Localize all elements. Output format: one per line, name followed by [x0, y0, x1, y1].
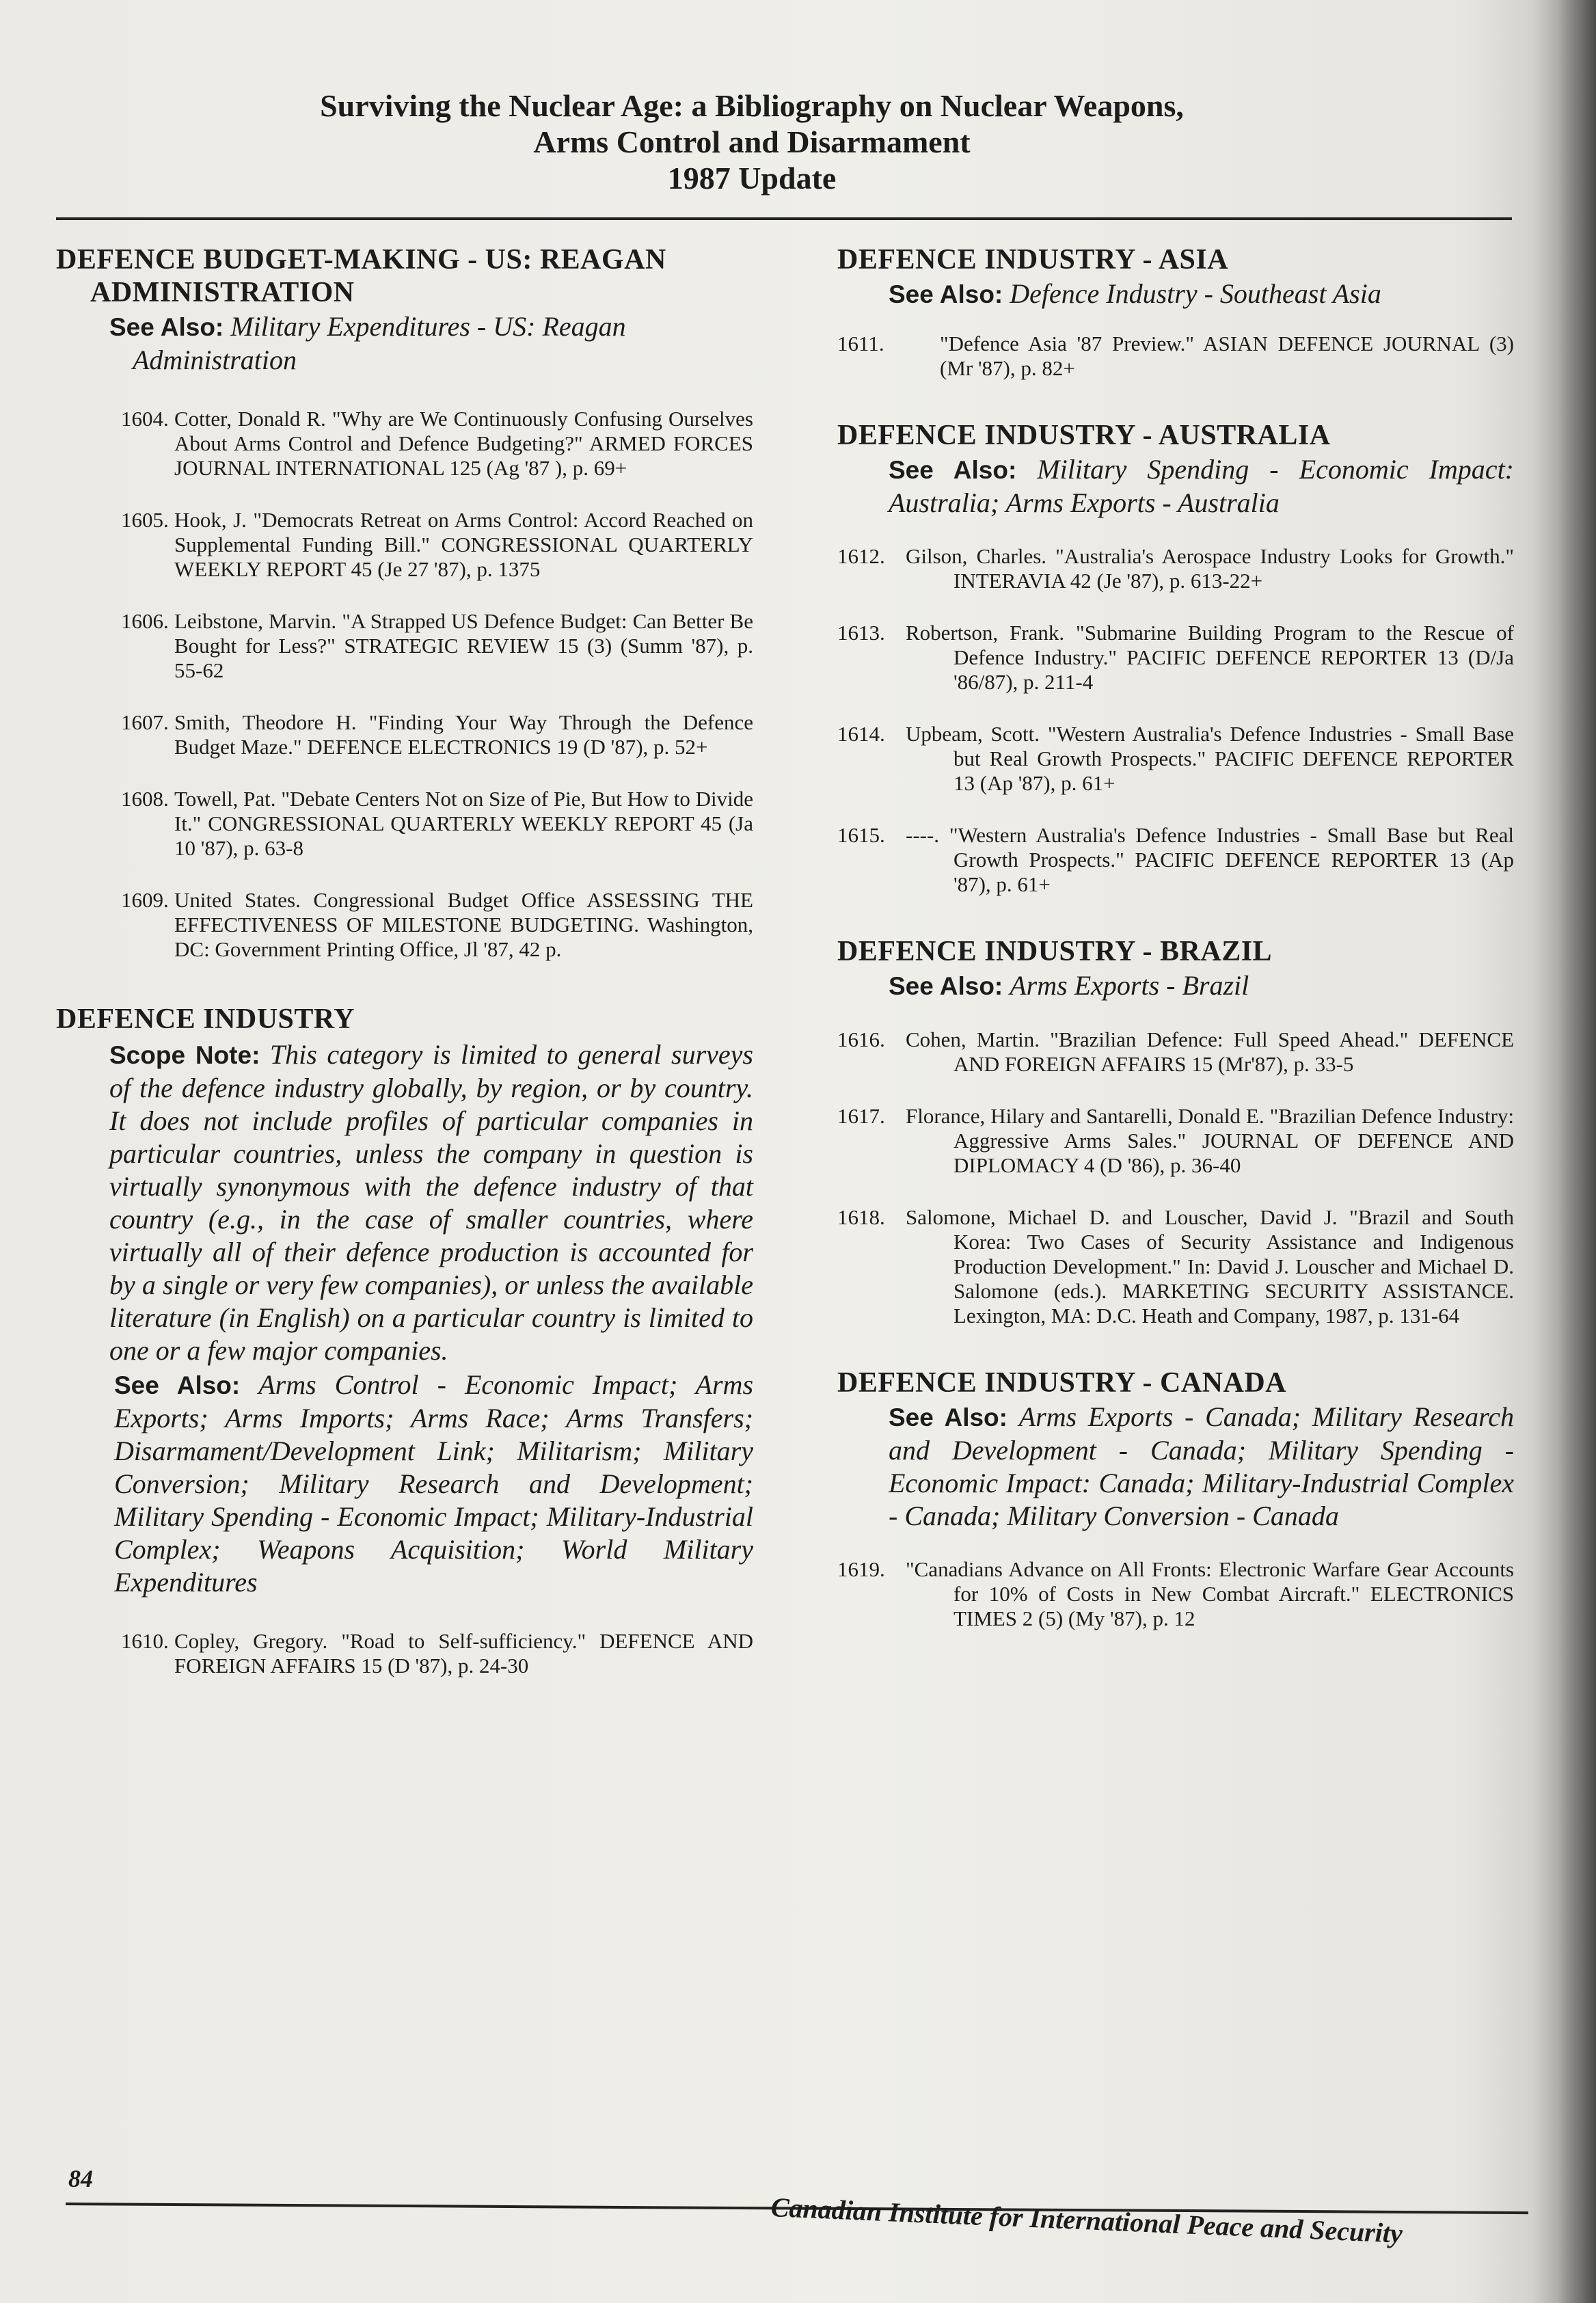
header-title-line-2: Arms Control and Disarmament — [533, 124, 971, 159]
bibliography-entry — [56, 609, 753, 683]
see-also-text: Administration — [133, 345, 297, 375]
see-also-text: Arms Exports - Canada; Military Research and Development - Canada; Military Spending - Economic Impact: Canada; Military-Industrial Complex - Canada; Military Conversion - Canada — [889, 1401, 1514, 1531]
footer-institute: Canadian Institute for International Peace and Security — [770, 2192, 1403, 2249]
see-also-text: Arms Exports - Brazil — [1010, 970, 1249, 1001]
bibliography-entry — [837, 544, 1514, 593]
entry-text: "Canadians Advance on All Fronts: Electronic Warfare Gear Accounts for 10% of Costs in New Combat Aircraft." ELECTRONICS TIMES 2 (5) (My '87), p. 12 — [906, 1557, 1514, 1630]
entry-number: 1608. — [121, 787, 169, 811]
bibliography-entry — [56, 407, 753, 481]
entry-text: "Defence Asia '87 Preview." ASIAN DEFENCE JOURNAL (3) (Mr '87), p. 82+ — [940, 332, 1514, 380]
bibliography-entry — [56, 888, 753, 962]
entry-text: ----. "Western Australia's Defence Industries - Small Base but Real Growth Prospects." PACIFIC DEFENCE REPORTER 13 (Ap '87), p. 61+ — [906, 823, 1514, 896]
see-also-label: See Also: — [889, 1403, 1007, 1431]
entry-number: 1614. — [837, 722, 885, 746]
bibliography-entry — [837, 1205, 1514, 1328]
see-also-label: See Also: — [889, 456, 1017, 484]
entry-text: Robertson, Frank. "Submarine Building Program to the Rescue of Defence Industry." PACIFIC DEFENCE REPORTER 13 (D/Ja '86/87), p. 211-4 — [906, 621, 1514, 694]
page-header — [0, 87, 1504, 196]
entry-text: United States. Congressional Budget Office ASSESSING THE EFFECTIVENESS OF MILESTONE BUDGETING. Washington, DC: Government Printing Office, Jl '87, 42 p. — [174, 888, 753, 961]
bibliography-entry — [837, 1557, 1514, 1631]
scope-note-label: Scope Note: — [109, 1041, 260, 1069]
see-also-label: See Also: — [889, 972, 1003, 1000]
entry-number: 1618. — [837, 1205, 885, 1229]
entry-text: Towell, Pat. "Debate Centers Not on Size of Pie, But How to Divide It." CONGRESSIONAL QUARTERLY WEEKLY REPORT 45 (Ja 10 '87), p. 63-8 — [174, 787, 753, 860]
see-also-text: Arms Control - Economic Impact; Arms Exports; Arms Imports; Arms Race; Arms Transfers; Disarmament/Development Link; Militarism; Military Conversion; Military Research and Development; Military Spending - Economic Impact; Military-Industrial Complex; Weapons Acquisition; World Military Expenditures — [114, 1369, 754, 1598]
heading-line: DEFENCE BUDGET-MAKING - US: REAGAN — [56, 244, 666, 275]
header-title-line-3: 1987 Update — [667, 161, 837, 196]
see-also-budget-making — [56, 310, 753, 377]
entry-text: Upbeam, Scott. "Western Australia's Defence Industries - Small Base but Real Growth Prospects." PACIFIC DEFENCE REPORTER 13 (Ap '87), p. 61+ — [906, 722, 1514, 795]
entry-text: Smith, Theodore H. "Finding Your Way Through the Defence Budget Maze." DEFENCE ELECTRONICS 19 (D '87), p. 52+ — [174, 710, 753, 759]
see-also-label: See Also: — [889, 280, 1003, 308]
entry-number: 1619. — [837, 1557, 885, 1581]
header-divider — [56, 217, 1512, 220]
bibliography-entry — [56, 1629, 753, 1678]
entry-number: 1616. — [837, 1027, 885, 1051]
entry-number: 1604. — [121, 407, 169, 431]
see-also-defence-industry — [56, 1369, 753, 1599]
bibliography-entry — [837, 722, 1514, 796]
bibliography-entry — [837, 823, 1514, 897]
entry-text: Cotter, Donald R. "Why are We Continuously Confusing Ourselves About Arms Control and Defence Budgeting?" ARMED FORCES JOURNAL INTERNATIONAL 125 (Ag '87 ), p. 69+ — [174, 407, 753, 480]
page-number: 84 — [68, 2165, 93, 2192]
see-also-text: Military Expenditures - US: Reagan — [230, 311, 626, 342]
bibliography-entry — [56, 710, 753, 759]
bibliography-entry — [837, 1104, 1514, 1178]
entry-number: 1612. — [837, 544, 885, 568]
section-heading-canada: DEFENCE INDUSTRY - CANADA — [837, 1367, 1286, 1399]
section-heading-brazil: DEFENCE INDUSTRY - BRAZIL — [837, 936, 1273, 967]
entry-text: Salomone, Michael D. and Louscher, David J. "Brazil and South Korea: Two Cases of Security Assistance and Indigenous Production Development." In: David J. Louscher and Michael D. Salomone (eds.). MARKETING SECURITY ASSISTANCE. Lexington, MA: D.C. Heath and Company, 1987, p. 131-64 — [906, 1205, 1514, 1328]
left-column — [56, 243, 753, 1678]
entry-number: 1613. — [837, 621, 885, 645]
entry-number: 1607. — [121, 710, 169, 734]
see-also-text: Military Spending - Economic Impact: Australia; Arms Exports - Australia — [889, 454, 1514, 518]
see-also-text: Defence Industry - Southeast Asia — [1010, 278, 1381, 309]
bibliography-entry — [56, 508, 753, 582]
entry-number: 1609. — [121, 888, 169, 912]
entry-text: Leibstone, Marvin. "A Strapped US Defence Budget: Can Better Be Bought for Less?" STRATEGIC REVIEW 15 (3) (Summ '87), p. 55-62 — [174, 609, 753, 682]
entry-number: 1606. — [121, 609, 169, 633]
entry-text: Florance, Hilary and Santarelli, Donald E. "Brazilian Defence Industry: Aggressive Arms Sales." JOURNAL OF DEFENCE AND DIPLOMACY 4 (D '86), p. 36-40 — [906, 1104, 1514, 1177]
entry-number: 1605. — [121, 508, 169, 532]
entry-text: Hook, J. "Democrats Retreat on Arms Control: Accord Reached on Supplemental Funding Bill." CONGRESSIONAL QUARTERLY WEEKLY REPORT 45 (Je 27 '87), p. 1375 — [174, 508, 753, 581]
binding-shadow — [1558, 0, 1596, 2303]
see-also-brazil — [837, 969, 1514, 1003]
section-heading-defence-industry: DEFENCE INDUSTRY — [56, 1004, 355, 1035]
header-title-line-1: Surviving the Nuclear Age: a Bibliography on Nuclear Weapons, — [320, 88, 1184, 123]
heading-line: ADMINISTRATION — [90, 277, 355, 308]
entry-number: 1610. — [121, 1629, 169, 1653]
bibliography-entry — [56, 787, 753, 861]
entry-number: 1615. — [837, 823, 885, 847]
bibliography-entry — [837, 1027, 1514, 1077]
scope-note-text: This category is limited to general surveys of the defence industry globally, by region, or by country. It does not include profiles of particular companies in particular countries, unless the company in question is virtually synonymous with the defence industry of that country (e.g., in the case of smaller countries, where virtually all of their defence production is accounted for by a single or very few companies), or unless the available literature (in English) on a particular country is limited to one or a few major companies. — [109, 1039, 753, 1366]
right-column — [837, 243, 1514, 1631]
section-heading-budget-making — [56, 243, 753, 309]
entry-text: Cohen, Martin. "Brazilian Defence: Full Speed Ahead." DEFENCE AND FOREIGN AFFAIRS 15 (Mr'87), p. 33-5 — [906, 1027, 1514, 1076]
entry-number: 1611. — [837, 332, 884, 355]
entry-text: Gilson, Charles. "Australia's Aerospace Industry Looks for Growth." INTERAVIA 42 (Je '87), p. 613-22+ — [906, 544, 1514, 593]
section-heading-australia: DEFENCE INDUSTRY - AUSTRALIA — [837, 420, 1331, 451]
see-also-label: See Also: — [114, 1371, 241, 1399]
see-also-canada — [837, 1401, 1514, 1533]
see-also-australia — [837, 453, 1514, 520]
bibliography-entry — [837, 621, 1514, 695]
entry-number: 1617. — [837, 1104, 885, 1128]
scope-note — [56, 1038, 753, 1367]
see-also-label: See Also: — [109, 313, 224, 341]
bibliography-entry — [837, 332, 1514, 381]
section-heading-asia: DEFENCE INDUSTRY - ASIA — [837, 244, 1229, 275]
see-also-asia — [837, 278, 1514, 311]
entry-text: Copley, Gregory. "Road to Self-sufficiency." DEFENCE AND FOREIGN AFFAIRS 15 (D '87), p. 24-30 — [174, 1629, 753, 1678]
